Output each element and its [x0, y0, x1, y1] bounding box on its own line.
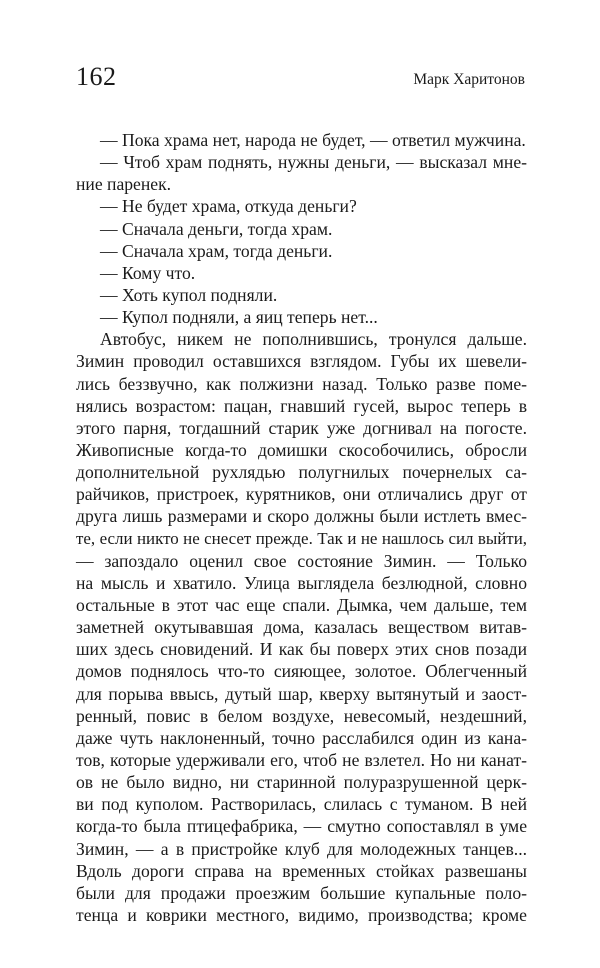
text-line: для порыва ввысь, дутый шар, кверху вытянутый и заост- [76, 683, 527, 704]
text-line: — Пока храма нет, народа не будет, — ответил мужчина. [100, 130, 526, 150]
page-number: 162 [76, 62, 117, 91]
text-line: те, если никто не снесет прежде. Так и не нашлось сил выйти, [76, 528, 527, 548]
text-line: — Хоть купол подняли. [100, 284, 278, 305]
text-line: — Сначала храм, тогда деньги. [100, 240, 333, 261]
text-line: Зимин, — а в пристройке клуб для молодежных танцев... [76, 838, 527, 859]
text-line: — Чтоб храм поднять, нужны деньги, — высказал мне- [100, 152, 527, 173]
text-line: тов, которые удерживали его, чтоб не взлетел. Но ни канат- [76, 749, 527, 770]
text-line: домов поднялось что-то сияющее, золотое. Облегченный [76, 661, 527, 682]
text-line: дополнительной рухлядью полугнилых почернелых са- [76, 462, 527, 483]
text-line: Автобус, никем не пополнившись, тронулся дальше. [100, 329, 527, 350]
text-line: на мысль и хватило. Улица выглядела безлюдной, словно [76, 572, 527, 593]
text-line: лись беззвучно, как полжизни назад. Только разве поме- [76, 373, 527, 394]
text-line: когда-то была птицефабрика, — смутно сопоставлял в уме [76, 816, 527, 837]
text-line: этого парня, тогдашний старик уже догнивал на погосте. [76, 417, 527, 438]
text-line: друга лишь размерами и скоро должны были истлеть вмес- [76, 506, 527, 527]
text-line: ние паренек. [76, 174, 172, 195]
text-line: тенца и коврики местного, видимо, производства; кроме [76, 904, 527, 925]
text-line: — запоздало оценил свое состояние Зимин. — Только [76, 550, 527, 571]
text-line: заметней окутывавшая дома, казалась веществом витав- [76, 617, 527, 638]
text-line: ших здесь сновидений. И как бы поверх этих снов позади [76, 639, 527, 660]
body-text [76, 129, 527, 926]
text-line: остальные в этот час еще спали. Дымка, чем дальше, тем [76, 594, 527, 615]
text-line: — Сначала деньги, тогда храм. [100, 218, 333, 239]
text-line: даже чуть наклоненный, точно расслабился один из кана- [76, 727, 527, 748]
text-line: — Не будет храма, откуда деньги? [100, 196, 357, 217]
text-line: Зимин проводил оставшихся взглядом. Губы их шевели- [76, 351, 527, 372]
text-line: нялись возрастом: пацан, гнавший гусей, вырос теперь в [76, 395, 527, 416]
text-line: ви под куполом. Растворилась, слилась с туманом. В ней [76, 794, 527, 815]
running-head-author: Марк Харитонов [413, 71, 525, 88]
text-line: ов не было видно, ни старинной полуразрушенной церк- [76, 772, 527, 793]
text-line: ренный, повис в белом воздухе, невесомый, нездешний, [76, 705, 527, 726]
text-line: были для продажи проезжим большие купальные поло- [76, 882, 527, 903]
text-line: райчиков, пристроек, курятников, они отличались друг от [76, 484, 527, 505]
text-line: — Купол подняли, а яиц теперь нет... [100, 307, 378, 328]
text-line: Вдоль дороги справа на временных стойках развешаны [76, 860, 527, 881]
text-line: — Кому что. [100, 262, 196, 283]
text-line: Живописные когда-то домишки скособочились, обросли [76, 439, 527, 460]
